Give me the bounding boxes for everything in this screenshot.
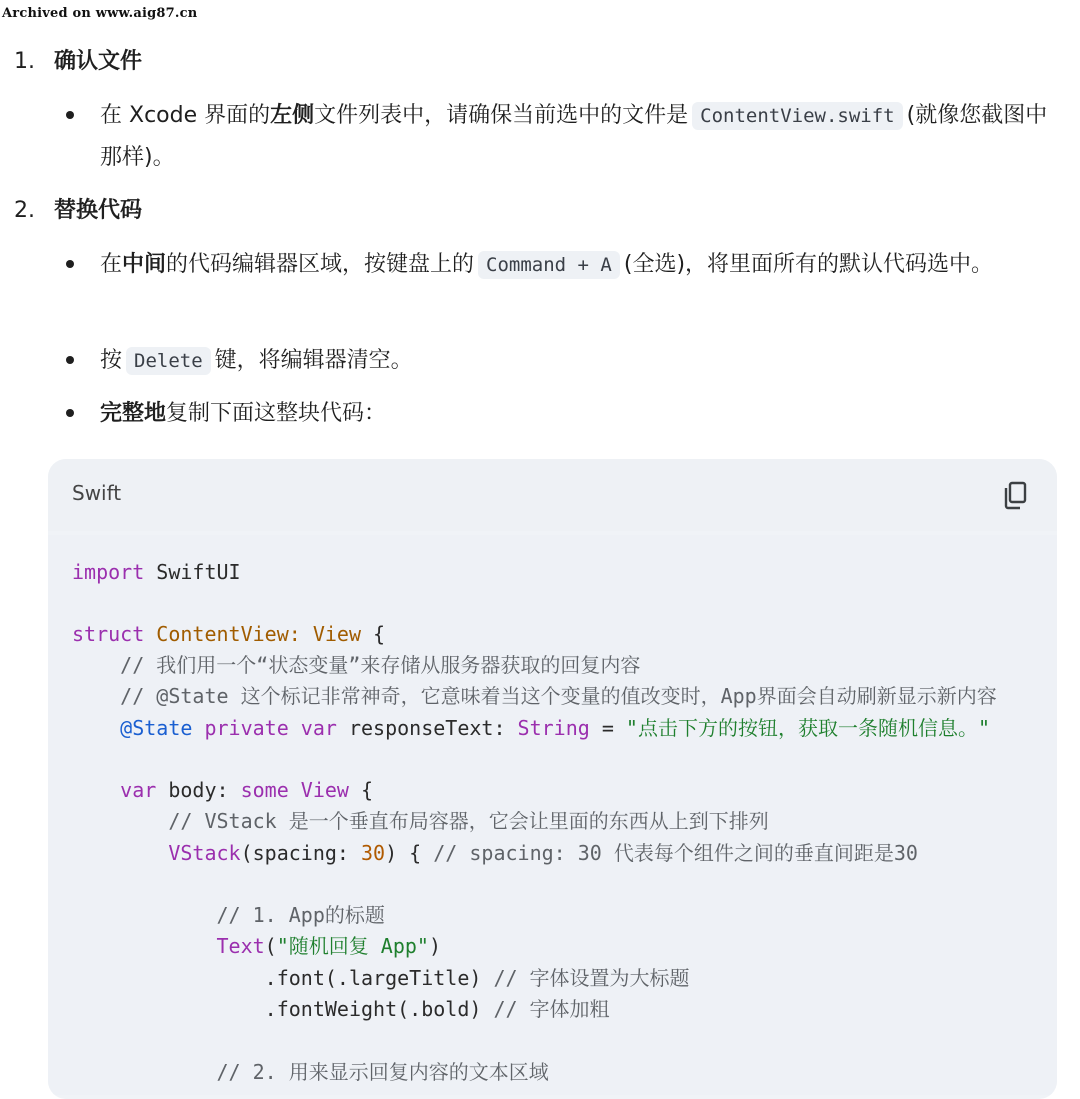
inline-code: Delete <box>126 347 211 375</box>
bullet-icon <box>66 409 74 417</box>
code-line: .font(.largeTitle) // 字体设置为大标题 <box>264 966 690 990</box>
code-comment: // VStack 是一个垂直布局容器，它会让里面的东西从上到下排列 <box>72 809 769 833</box>
list-item-text <box>100 340 1060 382</box>
code-block[interactable] <box>48 459 1057 1099</box>
inline-code: Command + A <box>478 251 620 279</box>
code-body[interactable] <box>48 535 1057 1095</box>
code-line: @State private var responseText: String = "点击下方的按钮，获取一条随机信息。" <box>120 716 991 740</box>
text: 文件列表中，请确保当前选中的文件是 <box>314 103 689 128</box>
code-comment: // 2. 用来显示回复内容的文本区域 <box>72 1060 549 1084</box>
code-line: import SwiftUI <box>72 560 241 584</box>
step-title: 替换代码 <box>54 198 143 223</box>
bullet-icon <box>66 111 74 119</box>
text: 键，将编辑器清空。 <box>214 348 413 373</box>
code-block-header <box>48 459 1057 531</box>
step-number: 1. <box>14 49 35 74</box>
watermark: Archived on www.aig87.cn <box>2 6 198 21</box>
text: (就像您截图中那样)。 <box>100 103 1048 170</box>
code-comment: // 我们用一个“状态变量”来存储从服务器获取的回复内容 <box>72 653 641 677</box>
text: 在 Xcode 界面的 <box>100 103 271 128</box>
text: 在 <box>100 252 123 277</box>
code-language-label: Swift <box>72 481 122 505</box>
code-line: VStack(spacing: 30) { // spacing: 30 代表每个组件之间的垂直间距是30 <box>168 841 918 865</box>
code-comment: // @State 这个标记非常神奇，它意味着当这个变量的值改变时，App界面会自动刷新显示新内容 <box>72 684 997 708</box>
text: 的代码编辑器区域，按键盘上的 <box>166 252 475 277</box>
copy-button[interactable] <box>1001 479 1031 511</box>
step-number: 2. <box>14 198 35 223</box>
step-title: 确认文件 <box>54 49 143 74</box>
text: 复制下面这整块代码： <box>166 401 387 426</box>
bold-text: 中间 <box>122 252 167 277</box>
copy-icon <box>1001 479 1031 511</box>
bold-text: 左侧 <box>270 103 315 128</box>
list-item-text <box>100 393 1060 434</box>
code-line: var body: some View { <box>120 778 374 802</box>
code-line: struct ContentView: View { <box>72 622 386 646</box>
list-item-text <box>100 95 1060 178</box>
code-line: Text("随机回复 App") <box>216 934 442 958</box>
code-comment: // 1. App的标题 <box>72 903 385 927</box>
list-item-text <box>100 244 1060 286</box>
bullet-icon <box>66 356 74 364</box>
bullet-icon <box>66 260 74 268</box>
text: 按 <box>100 348 123 373</box>
bold-text: 完整地 <box>100 401 167 426</box>
inline-code: ContentView.swift <box>692 102 902 130</box>
code-line: .fontWeight(.bold) // 字体加粗 <box>264 997 610 1021</box>
text: (全选)，将里面所有的默认代码选中。 <box>623 252 994 277</box>
